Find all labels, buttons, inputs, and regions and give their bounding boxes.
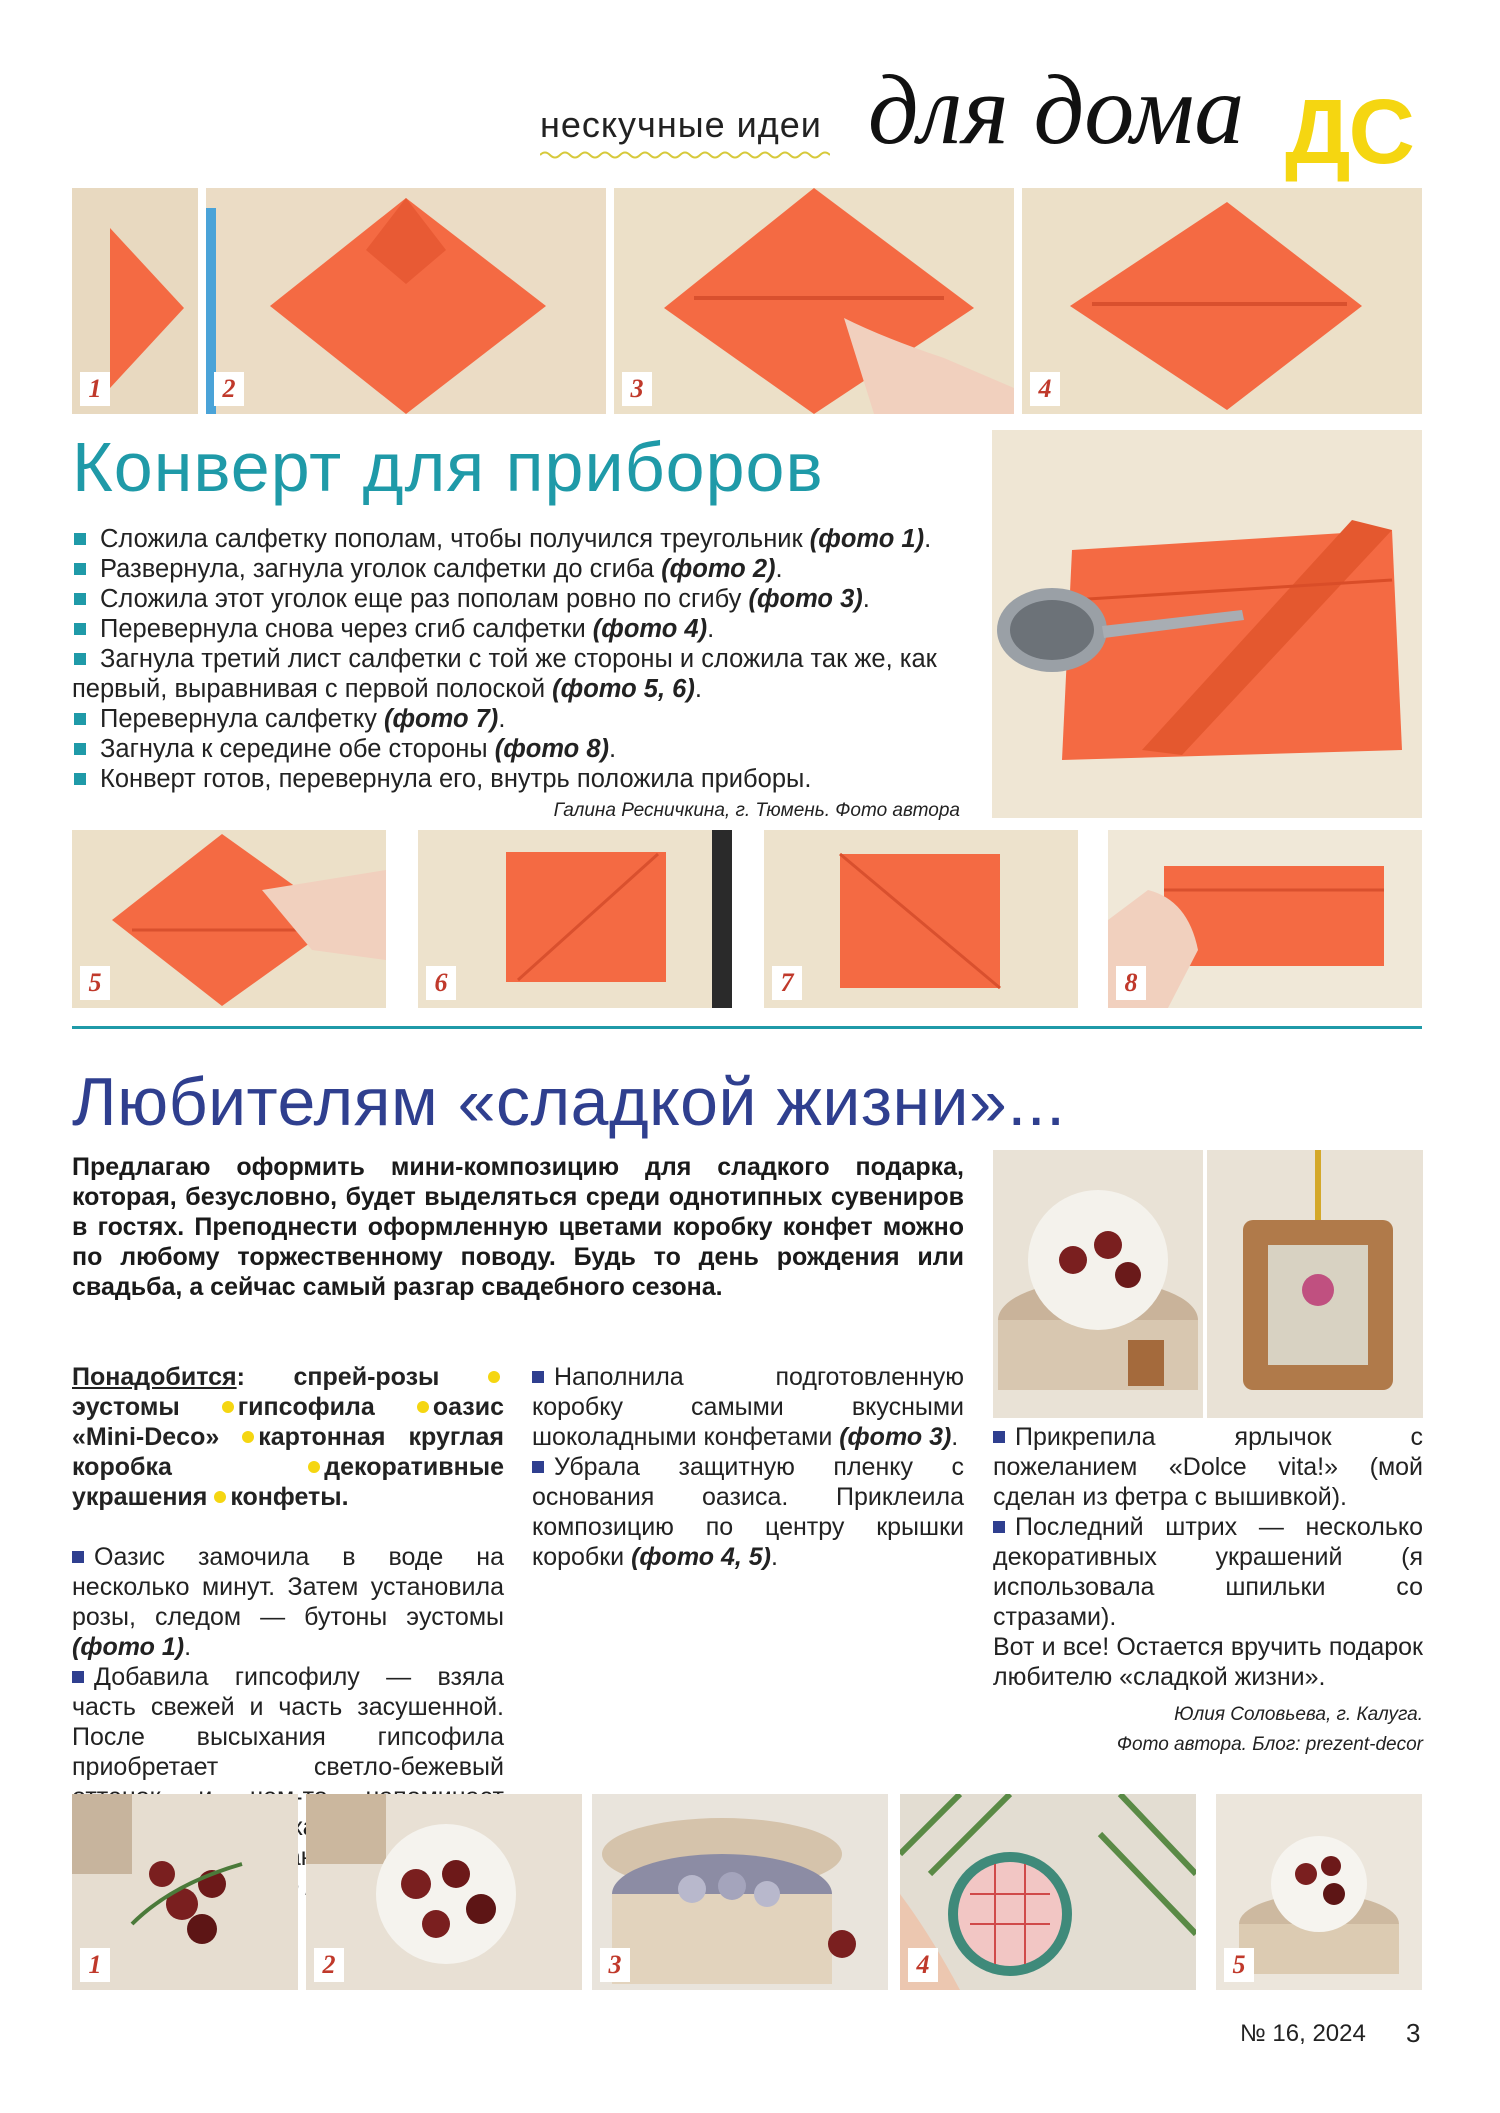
photo-step-3 xyxy=(614,188,1014,414)
photo-step-6 xyxy=(418,830,732,1008)
photo-step-1 xyxy=(72,188,198,414)
section-title-sweet-life: Любителям «сладкой жизни»... xyxy=(72,1064,1066,1140)
photo-composition-5 xyxy=(1216,1794,1422,1990)
photo-step-7 xyxy=(764,830,1078,1008)
header-title: для дома xyxy=(868,54,1245,165)
author-credit: Юлия Соловьева, г. Калуга. Фото автора. Блог: prezent-decor xyxy=(1116,1704,1423,1755)
text-column-2 xyxy=(532,1362,964,1572)
photo-number: 2 xyxy=(214,372,244,406)
intro-paragraph: Предлагаю оформить мини-композицию для сладкого подарка, которая, безусловно, будет выделяться среди однотипных сувениров в гостях. Преподнести оформленную цветами коробку конфет можно по любому торжественному поводу. Будь то день рождения или свадьба, а сейчас самый разгар свадебного сезона. xyxy=(72,1153,964,1301)
photo-number: 3 xyxy=(622,372,652,406)
photo-step-2 xyxy=(206,188,606,414)
photo-step-4 xyxy=(1022,188,1422,414)
photo-envelope-with-spoon xyxy=(992,430,1422,818)
photo-number: 4 xyxy=(908,1948,938,1982)
photo-gift-box xyxy=(993,1150,1423,1418)
list-item: Перевернула снова через сгиб салфетки (фото 4). xyxy=(72,614,972,644)
photo-composition-1 xyxy=(72,1794,298,1990)
list-item: Сложила салфетку пополам, чтобы получился треугольник (фото 1). xyxy=(72,524,972,554)
paragraph: Прикрепила ярлычок с пожеланием «Dolce vita!» (мой сделан из фетра с вышивкой). xyxy=(993,1423,1423,1511)
photo-step-8 xyxy=(1108,830,1422,1008)
author-credit: Галина Ресничкина, г. Тюмень. Фото автора xyxy=(553,800,960,821)
photo-number: 2 xyxy=(314,1948,344,1982)
list-item: Перевернула салфетку (фото 7). xyxy=(72,704,972,734)
photo-number: 6 xyxy=(426,966,456,1000)
photo-number: 3 xyxy=(600,1948,630,1982)
brand-logo: ДС xyxy=(1285,81,1413,183)
list-item: Сложила этот уголок еще раз пополам ровно по сгибу (фото 3). xyxy=(72,584,972,614)
paragraph: Добавила гипсофилу — взяла часть свежей и часть засушенной. После высыхания гипсофила приобретает светло-бежевый сахар, xyxy=(72,1663,504,1841)
photo-number: 5 xyxy=(80,966,110,1000)
photo-number: 4 xyxy=(1030,372,1060,406)
photo-number: 7 xyxy=(772,966,802,1000)
photo-number: 1 xyxy=(80,372,110,406)
wave-divider xyxy=(540,150,830,160)
paragraph: Наполнила подготовленную коробку самыми вкусными шоколадными конфетами (фото 3). xyxy=(532,1363,964,1451)
list-item: Развернула, загнула уголок салфетки до сгиба (фото 2). xyxy=(72,554,972,584)
photo-step-5 xyxy=(72,830,386,1008)
photo-number: 1 xyxy=(80,1948,110,1982)
photo-number: 5 xyxy=(1224,1948,1254,1982)
section-divider xyxy=(72,1026,1422,1029)
text-column-3 xyxy=(993,1422,1423,1692)
section-title-envelope: Конверт для приборов xyxy=(72,428,824,506)
paragraph: Вот и все! Остается вручить подарок любителю «сладкой жизни». xyxy=(993,1633,1423,1691)
photo-composition-4 xyxy=(900,1794,1196,1990)
photo-composition-3 xyxy=(592,1794,888,1990)
issue-number: № 16, 2024 xyxy=(1240,2020,1366,2047)
photo-number: 8 xyxy=(1116,966,1146,1000)
header-tagline: нескучные идеи xyxy=(540,104,822,145)
list-item: Конверт готов, перевернула его, внутрь положила приборы. xyxy=(72,764,972,794)
page-number: 3 xyxy=(1406,2018,1421,2048)
paragraph: Последний штрих — несколько декоративных украшений (я использовала шпильки со стразами). xyxy=(993,1513,1423,1631)
materials-list: Понадобится: спрей-розы эустомы гипсофила оазис «Mini-Deco» картонная круглая коробка декоративные украшения конфеты. xyxy=(72,1363,505,1511)
paragraph: Оазис замочила в воде на несколько минут. Затем установила розы, следом — бутоны эустомы (фото 1). xyxy=(72,1543,504,1661)
photo-composition-2 xyxy=(306,1794,582,1990)
paragraph: Убрала защитную пленку с основания оазиса. Приклеила композицию по центру крышки коробки (фото 4, 5). xyxy=(532,1453,964,1571)
list-item: Загнула третий лист салфетки с той же стороны и сложила так же, как первый, выравнивая с первой полоской (фото 5, 6). xyxy=(72,645,937,703)
steps-list xyxy=(72,524,972,794)
list-item: Загнула к середине обе стороны (фото 8). xyxy=(72,734,972,764)
